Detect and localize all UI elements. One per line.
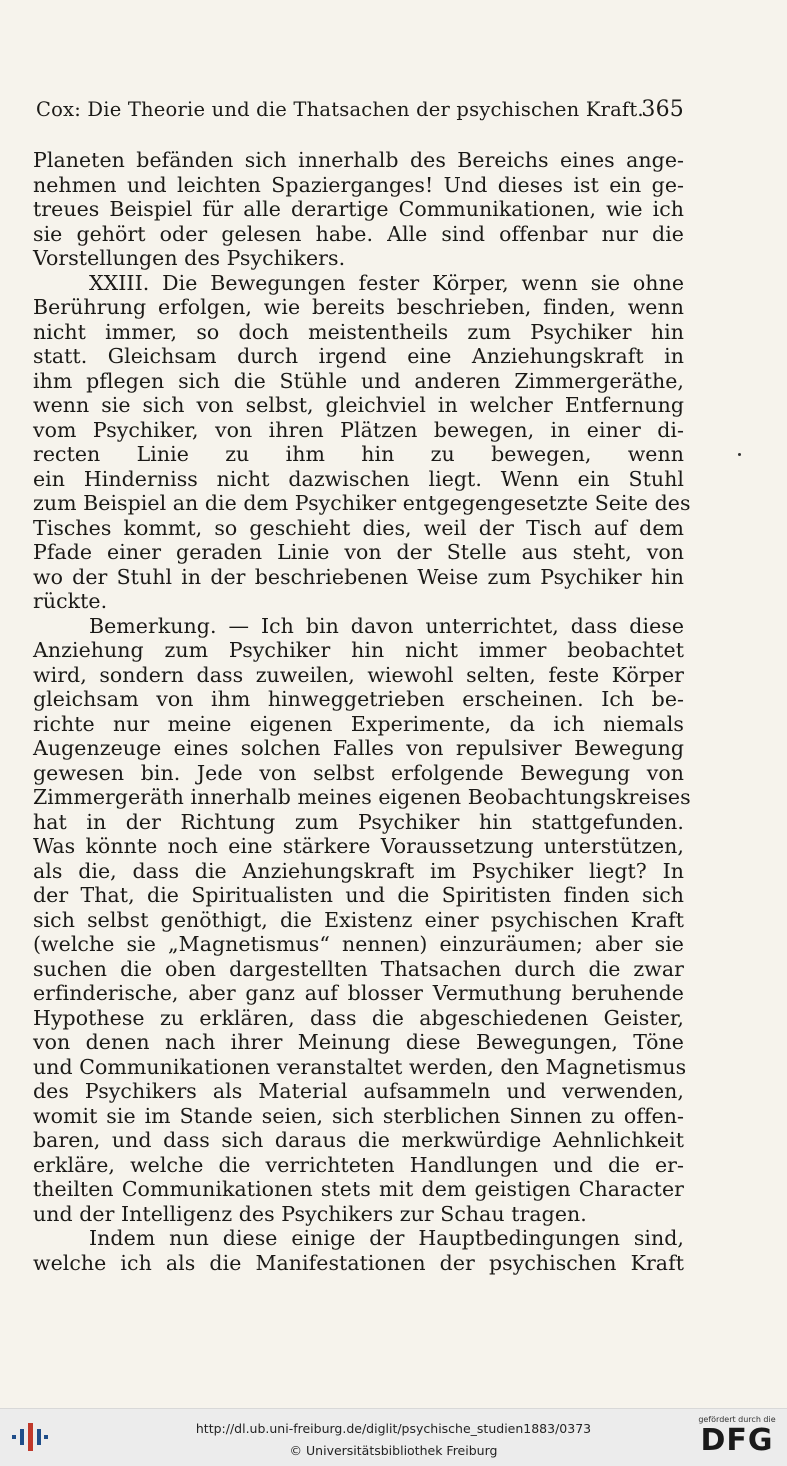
text-line: wo der Stuhl in der beschriebenen Weise zum Psychiker hin bbox=[33, 564, 684, 589]
text-line: Berührung erfolgen, wie bereits beschrieben, finden, wenn bbox=[33, 295, 684, 319]
text-line: und Communikationen veranstaltet werden, den Magnetismus bbox=[33, 1054, 687, 1079]
copyright-notice: © Universitätsbibliothek Freiburg bbox=[289, 1443, 498, 1458]
text-line: richte nur meine eigenen Experimente, da ich niemals bbox=[33, 711, 684, 736]
running-title: Cox: Die Theorie und die Thatsachen der psychischen Kraft. bbox=[36, 98, 644, 121]
text-line: sie gehört oder gelesen habe. Alle sind offenbar nur die bbox=[33, 221, 684, 246]
text-line: recten Linie zu ihm hin zu bewegen, wenn bbox=[33, 442, 684, 466]
text-line: treues Beispiel für alle derartige Communikationen, wie ich bbox=[33, 197, 684, 221]
text-line: Augenzeuge eines solchen Falles von repulsiver Bewegung bbox=[33, 736, 684, 760]
text-line: Anziehung zum Psychiker hin nicht immer beobachtet bbox=[33, 638, 684, 662]
text-line: (welche sie „Magnetismus“ nennen) einzuräumen; aber sie bbox=[33, 932, 684, 956]
viewer-footer bbox=[0, 1408, 787, 1466]
text-line: hat in der Richtung zum Psychiker hin stattgefunden. bbox=[33, 809, 684, 834]
text-line: Hypothese zu erklären, dass die abgeschiedenen Geister, bbox=[33, 1005, 684, 1030]
text-line: von denen nach ihrer Meinung diese Bewegungen, Töne bbox=[33, 1030, 684, 1054]
dfg-sponsor-text: gefördert durch die bbox=[698, 1415, 776, 1424]
text-line: Zimmergeräth innerhalb meines eigenen Beobachtungskreises bbox=[33, 785, 691, 809]
margin-dot bbox=[738, 453, 741, 456]
text-line: erfinderische, aber ganz auf blosser Vermuthung beruhende bbox=[33, 981, 684, 1005]
text-line: suchen die oben dargestellten Thatsachen durch die zwar bbox=[33, 956, 684, 981]
text-line: welche ich als die Manifestationen der psychischen Kraft bbox=[33, 1250, 684, 1275]
dfg-logo[interactable] bbox=[694, 1415, 780, 1463]
text-line: Indem nun diese einige der Hauptbedingungen sind, bbox=[89, 1226, 684, 1250]
text-line: Bemerkung. — Ich bin davon unterrichtet, dass diese bbox=[89, 613, 684, 638]
text-line: wenn sie sich von selbst, gleichviel in welcher Entfernung bbox=[33, 393, 684, 417]
source-url[interactable]: http://dl.ub.uni-freiburg.de/diglit/psychische_studien1883/0373 bbox=[195, 1421, 592, 1436]
text-line: gleichsam von ihm hinweggetrieben erscheinen. Ich be- bbox=[33, 687, 684, 711]
text-line: XXIII. Die Bewegungen fester Körper, wenn sie ohne bbox=[89, 270, 684, 295]
text-line: Pfade einer geraden Linie von der Stelle aus steht, von bbox=[33, 540, 684, 564]
text-line: Planeten befänden sich innerhalb des Bereichs eines ange- bbox=[33, 148, 684, 172]
text-line: statt. Gleichsam durch irgend eine Anziehungskraft in bbox=[33, 344, 684, 368]
text-line: wird, sondern dass zuweilen, wiewohl selten, feste Körper bbox=[33, 662, 684, 687]
text-line: theilten Communikationen stets mit dem geistigen Character bbox=[33, 1177, 684, 1201]
body-text bbox=[33, 148, 691, 1275]
running-header bbox=[36, 98, 684, 121]
text-line: baren, und dass sich daraus die merkwürdige Aehnlichkeit bbox=[33, 1128, 684, 1152]
text-line: ein Hinderniss nicht dazwischen liegt. Wenn ein Stuhl bbox=[33, 466, 684, 491]
text-line: rückte. bbox=[33, 589, 108, 613]
text-line: ihm pflegen sich die Stühle und anderen Zimmergeräthe, bbox=[33, 368, 684, 393]
text-line: und der Intelligenz des Psychikers zur Schau tragen. bbox=[33, 1201, 587, 1226]
text-line: Tisches kommt, so geschieht dies, weil der Tisch auf dem bbox=[33, 515, 684, 540]
text-line: der That, die Spiritualisten und die Spiritisten finden sich bbox=[33, 883, 684, 907]
text-line: als die, dass die Anziehungskraft im Psychiker liegt? In bbox=[33, 858, 684, 883]
dfg-logo-text: DFG bbox=[700, 1423, 774, 1458]
text-line: des Psychikers als Material aufsammeln und verwenden, bbox=[33, 1079, 684, 1103]
text-line: nehmen und leichten Spazierganges! Und dieses ist ein ge- bbox=[33, 172, 684, 197]
text-line: Was könnte noch eine stärkere Voraussetzung unterstützen, bbox=[33, 834, 684, 858]
text-line: erkläre, welche die verrichteten Handlungen und die er- bbox=[33, 1152, 684, 1177]
text-line: nicht immer, so doch meistentheils zum Psychiker hin bbox=[33, 319, 684, 344]
text-line: womit sie im Stande seien, sich sterblichen Sinnen zu offen- bbox=[33, 1103, 684, 1128]
page-number: 365 bbox=[641, 97, 684, 122]
text-line: Vorstellungen des Psychikers. bbox=[33, 246, 346, 270]
text-line: zum Beispiel an die dem Psychiker entgegengesetzte Seite des bbox=[33, 491, 691, 515]
text-line: gewesen bin. Jede von selbst erfolgende Bewegung von bbox=[33, 760, 684, 785]
text-line: vom Psychiker, von ihren Plätzen bewegen, in einer di- bbox=[33, 417, 684, 442]
text-line: sich selbst genöthigt, die Existenz einer psychischen Kraft bbox=[33, 907, 684, 932]
